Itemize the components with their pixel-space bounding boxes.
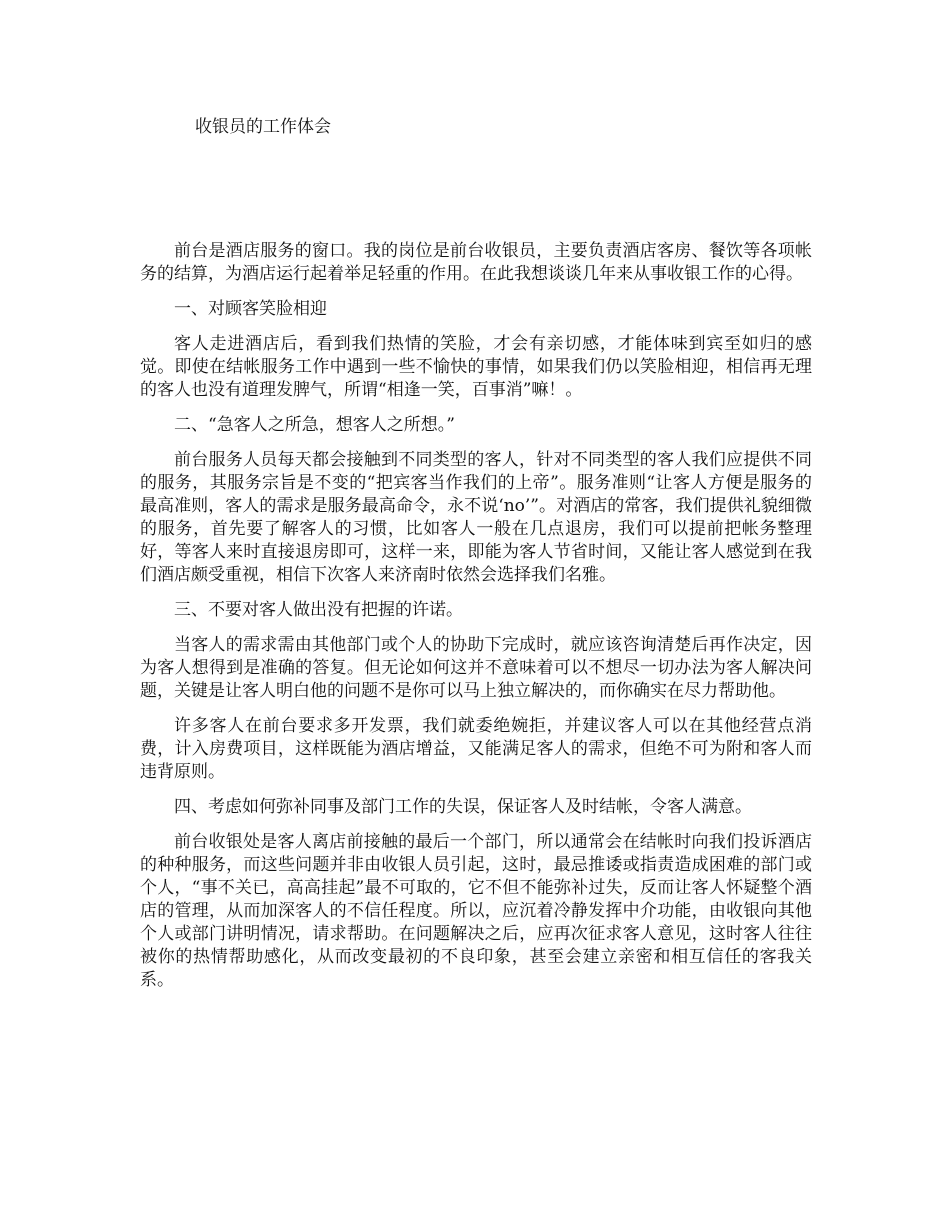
paragraph-section-3a: 当客人的需求需由其他部门或个人的协助下完成时，就应该咨询清楚后再作决定，因为客人想得到是准确的答复。但无论如何这并不意味着可以不想尽一切办法为客人解决问题，关键是让客人明白他的问题不是你可以马上独立解决的，而你确实在尽力帮助他。: [140, 635, 812, 701]
section-heading-1: 一、对顾客笑脸相迎: [174, 299, 327, 319]
document-body: [140, 240, 812, 1004]
document-title: 收银员的工作体会: [195, 117, 331, 137]
paragraph-section-1: 客人走进酒店后，看到我们热情的笑脸，才会有亲切感，才能体味到宾至如归的感觉。即使在结帐服务工作中遇到一些不愉快的事情，如果我们仍以笑脸相迎，相信再无理的客人也没有道理发脾气，所谓“相逢一笑，百事消”嘛！。: [140, 334, 812, 400]
paragraph-section-4: 前台收银处是客人离店前接触的最后一个部门，所以通常会在结帐时向我们投诉酒店的种种服务，而这些问题并非由收银人员引起，这时，最忌推诿或指责造成困难的部门或个人，“事不关已，高高挂起”最不可取的，它不但不能弥补过失，反而让客人怀疑整个酒店的管理，从而加深客人的不信任程度。所以，应沉着冷静发挥中介功能，由收银向其他个人或部门讲明情况，请求帮助。在问题解决之后，应再次征求客人意见，这时客人往往被你的热情帮助感化，从而改变最初的不良印象，甚至会建立亲密和相互信任的客我关系。: [140, 832, 812, 990]
paragraph-intro: 前台是酒店服务的窗口。我的岗位是前台收银员，主要负责酒店客房、餐饮等各项帐务的结算，为酒店运行起着举足轻重的作用。在此我想谈谈几年来从事收银工作的心得。: [140, 241, 812, 284]
paragraph-section-3b: 许多客人在前台要求多开发票，我们就委绝婉拒，并建议客人可以在其他经营点消费，计入房费项目，这样既能为酒店增益，又能满足客人的需求，但绝不可为附和客人而违背原则。: [140, 716, 812, 782]
section-heading-4: 四、考虑如何弥补同事及部门工作的失误，保证客人及时结帐，令客人满意。: [174, 797, 752, 817]
paragraph-section-2: 前台服务人员每天都会接触到不同类型的客人，针对不同类型的客人我们应提供不同的服务，其服务宗旨是不变的“把宾客当作我们的上帝”。服务准则“让客人方便是服务的最高准则，客人的需求是服务最高命令，永不说‘no’”。对酒店的常客，我们提供礼貌细微的服务，首先要了解客人的习惯，比如客人一般在几点退房，我们可以提前把帐务整理好，等客人来时直接退房即可，这样一来，即能为客人节省时间，又能让客人感觉到在我们酒店颇受重视，相信下次客人来济南时依然会选择我们名雅。: [140, 450, 812, 585]
section-heading-3: 三、不要对客人做出没有把握的许诺。: [174, 600, 463, 620]
section-heading-2: 二、“急客人之所急，想客人之所想。”: [174, 415, 455, 435]
